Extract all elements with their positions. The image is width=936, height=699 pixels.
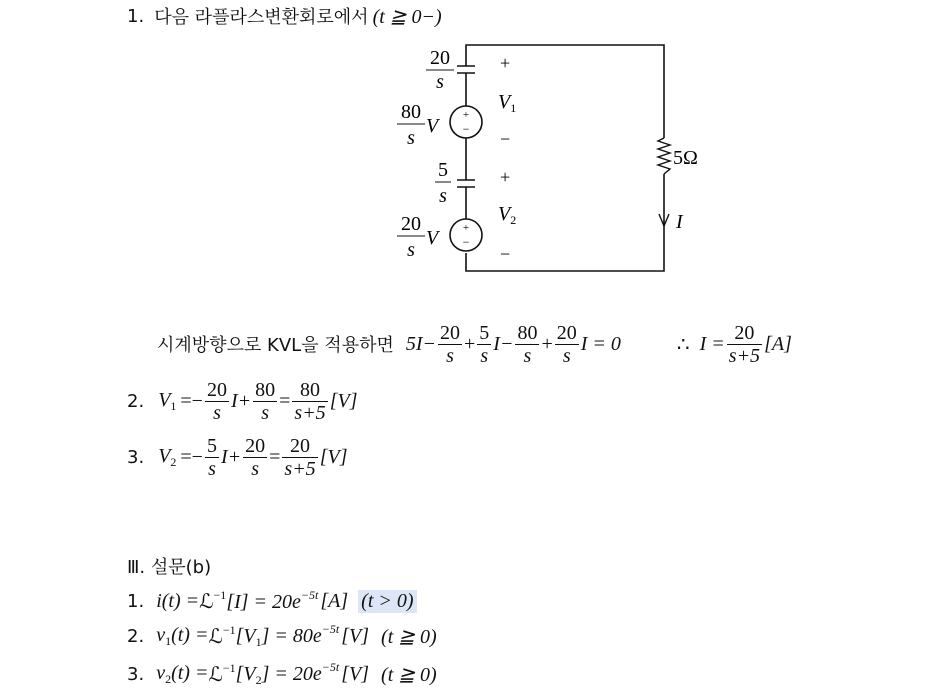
result-current-unit: [A]: [764, 332, 792, 355]
section-row-1: [127, 586, 417, 616]
cap2-denominator: s: [439, 185, 447, 207]
src1-numerator: 80: [401, 101, 421, 123]
source2-minus-sign: −: [462, 235, 470, 249]
kvl-term-1: 5I−: [405, 332, 437, 355]
circuit-diagram: [390, 36, 710, 276]
therefore-symbol: ∴: [676, 333, 690, 356]
capacitor-1: [457, 57, 475, 73]
row3-unit: [V]: [341, 662, 370, 685]
kvl-text: 시계방향으로 KVL을 적용하면: [157, 335, 394, 356]
item3-eq: =−: [180, 445, 203, 468]
kvl-fraction-1: $\frac{20}{s}$: [440, 321, 461, 367]
cap1-numerator: 20: [430, 47, 450, 69]
item3-fraction-3: $\frac{20}{s+5}$: [284, 434, 316, 480]
item2-number: 2.: [127, 390, 145, 412]
item2-fraction-1: $\frac{20}{s}$: [206, 378, 227, 424]
row2-unit: [V]: [341, 624, 370, 647]
row2-lhs: $v_1(t)$ =: [156, 623, 209, 648]
item3-lhs: $V_2$: [158, 444, 177, 469]
src1-unit: V: [426, 115, 439, 137]
row1-condition: (t > 0): [358, 590, 416, 613]
item3-unit: [V]: [319, 445, 348, 468]
item3-fraction-2: $\frac{20}{s}$: [245, 434, 266, 480]
cap2-numerator: 5: [438, 159, 448, 181]
row3-arg: $[V_2] = 20e^{-5t}$: [235, 660, 340, 687]
row3-number: 3.: [127, 663, 145, 685]
kvl-term-3: I−: [493, 332, 514, 355]
src2-numerator: 20: [401, 213, 421, 235]
kvl-term-4: +: [541, 332, 553, 355]
item2-unit: [V]: [329, 389, 358, 412]
section-row-2: [127, 621, 437, 651]
source1-plus-sign: +: [462, 109, 470, 121]
section-row-3: [127, 659, 437, 689]
capacitor-2: [457, 171, 475, 187]
item2-fraction-3: $\frac{80}{s+5}$: [294, 378, 326, 424]
kvl-fraction-4: $\frac{20}{s}$: [556, 321, 577, 367]
item3-fraction-1: $\frac{5}{s}$: [206, 434, 217, 480]
section-heading: Ⅲ. 설문(b): [127, 557, 212, 578]
row1-arg: $[I] = 20e^{-5t}$: [226, 588, 319, 613]
cap1-denominator: s: [436, 71, 444, 93]
item3-eq2: =: [269, 445, 281, 468]
row1-number: 1.: [127, 590, 145, 612]
v1-label: $V_1$: [498, 91, 517, 115]
problem-header: [127, 3, 442, 29]
row3-condition: (t ≧ 0): [381, 663, 437, 686]
row2-arg: $[V_1] = 80e^{-5t}$: [235, 622, 340, 649]
item2-fraction-2: $\frac{80}{s}$: [255, 378, 276, 424]
circuit-wires: [466, 45, 664, 271]
src2-denominator: s: [407, 239, 415, 261]
item2-lhs: $V_1$: [158, 388, 177, 413]
problem-title: 다음 라플라스변환회로에서: [154, 7, 369, 28]
source1-minus-sign: −: [462, 122, 470, 136]
v2-equation-line: [127, 432, 347, 482]
row3-lhs: $v_2(t)$ =: [156, 661, 209, 686]
src2-unit: V: [426, 227, 439, 249]
kvl-fraction-2: $\frac{5}{s}$: [479, 321, 490, 367]
v2-plus-sign: +: [500, 167, 511, 187]
item3-mid: I+: [220, 445, 242, 468]
row2-laplace-op: ℒ$^{-1}$: [208, 623, 236, 648]
v2-label: $V_2$: [498, 203, 517, 227]
v1-plus-sign: +: [500, 53, 511, 73]
v2-minus-sign: −: [500, 244, 511, 264]
kvl-term-2: +: [464, 332, 476, 355]
src1-denominator: s: [407, 127, 415, 149]
current-label: I: [676, 211, 683, 233]
problem-number: 1.: [127, 5, 145, 27]
resistor-label: 5Ω: [673, 147, 698, 169]
result-current-lhs: I =: [699, 332, 725, 355]
resistor-5ohm: [658, 138, 670, 174]
result-current-fraction: $\frac{20}{s+5}$: [728, 321, 761, 367]
item2-mid: I+: [230, 389, 252, 412]
item2-eq: =−: [180, 389, 203, 412]
kvl-fraction-3: $\frac{80}{s}$: [517, 321, 538, 367]
voltage-source-2: [450, 219, 482, 251]
row1-laplace-op: ℒ$^{-1}$: [199, 588, 227, 613]
kvl-equation-line: [157, 318, 792, 370]
row3-laplace-op: ℒ$^{-1}$: [208, 661, 236, 686]
v1-equation-line: [127, 376, 357, 426]
source2-plus-sign: +: [462, 222, 470, 234]
row1-unit: [A]: [320, 589, 349, 612]
voltage-source-1: [450, 106, 482, 138]
item2-eq2: =: [279, 389, 291, 412]
problem-condition: (t ≧ 0−): [372, 5, 442, 28]
kvl-term-5: I = 0: [580, 332, 621, 355]
item3-number: 3.: [127, 446, 145, 468]
v1-minus-sign: −: [500, 129, 511, 149]
row2-condition: (t ≧ 0): [381, 625, 437, 648]
row2-number: 2.: [127, 625, 145, 647]
row1-lhs: i(t) =: [156, 589, 200, 612]
